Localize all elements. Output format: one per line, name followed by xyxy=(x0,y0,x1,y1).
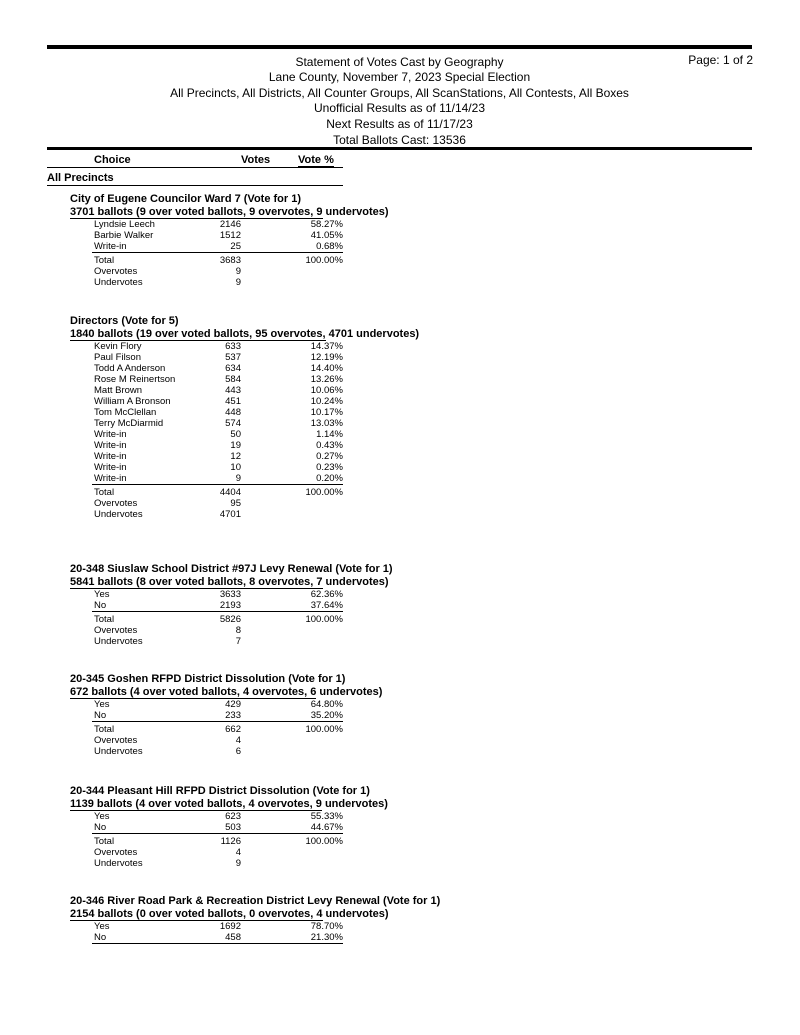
choice-name: Write-in xyxy=(94,440,127,451)
contest-title: City of Eugene Councilor Ward 7 (Vote for 1) xyxy=(70,193,302,205)
contest-summary xyxy=(70,908,770,921)
summary-rest: undervotes) xyxy=(316,686,383,698)
choice-name: Yes xyxy=(94,921,110,932)
totals-label: Total xyxy=(94,724,115,735)
choice-pct: 37.64% xyxy=(310,600,343,611)
choice-name: Yes xyxy=(94,811,110,822)
candidate-row xyxy=(70,811,343,822)
totals-row xyxy=(70,735,343,746)
totals-votes: 3683 xyxy=(219,255,241,266)
page-number: Page: 1 of 2 xyxy=(688,53,753,67)
totals-label: Undervotes xyxy=(94,277,143,288)
header-bottom-rule xyxy=(47,147,752,150)
contest-block xyxy=(70,315,770,520)
choice-pct: 78.70% xyxy=(310,921,343,932)
choice-pct: 44.67% xyxy=(310,822,343,833)
totals-votes: 1126 xyxy=(220,836,241,847)
choice-pct: 62.36% xyxy=(310,589,343,600)
choice-name: No xyxy=(94,600,107,611)
totals-votes: 8 xyxy=(235,625,241,636)
choice-votes: 3633 xyxy=(219,589,241,600)
choice-pct: 14.37% xyxy=(310,341,343,352)
choice-pct: 13.03% xyxy=(310,418,343,429)
totals-row xyxy=(70,614,343,625)
choice-pct: 10.24% xyxy=(310,396,343,407)
summary-rest: 4701 undervotes) xyxy=(325,328,420,340)
summary-underlined: 1840 ballots (19 over voted ballots, 95 overvotes, xyxy=(70,328,326,340)
choice-name: Barbie Walker xyxy=(94,230,154,241)
choice-pct: 1.14% xyxy=(316,429,343,440)
candidate-row xyxy=(70,374,343,385)
summary-underlined: 2154 ballots (0 over voted ballots, 0 overvotes, 4 xyxy=(70,908,323,920)
totals-label: Undervotes xyxy=(94,636,143,647)
report-subtitle: Lane County, November 7, 2023 Special Election xyxy=(268,70,531,84)
choice-pct: 64.80% xyxy=(310,699,343,710)
choice-votes: 1692 xyxy=(219,921,241,932)
choice-name: Terry McDiarmid xyxy=(94,418,164,429)
summary-underlined: 1139 ballots (4 over voted ballots, 4 overvotes, 9 xyxy=(70,798,322,810)
choice-votes: 537 xyxy=(225,352,241,363)
choice-name: No xyxy=(94,822,107,833)
candidate-row xyxy=(70,440,343,451)
totals-votes: 4 xyxy=(235,847,241,858)
choice-pct: 0.23% xyxy=(316,462,343,473)
totals-pct: 100.00% xyxy=(305,255,343,266)
choice-name: William A Bronson xyxy=(94,396,171,407)
choice-name: Todd A Anderson xyxy=(94,363,166,374)
totals-label: Undervotes xyxy=(94,509,143,520)
contest-block xyxy=(70,785,770,869)
candidate-row xyxy=(70,396,343,407)
results-asof: Unofficial Results as of 11/14/23 xyxy=(314,101,485,115)
contest-title: Directors (Vote for 5) xyxy=(70,315,179,327)
choice-votes: 10 xyxy=(230,462,241,473)
choice-votes: 634 xyxy=(225,363,241,374)
choice-name: Kevin Flory xyxy=(94,341,142,352)
summary-rest: undervotes) xyxy=(321,798,388,810)
totals-label: Total xyxy=(94,836,115,847)
candidate-row xyxy=(70,418,343,429)
summary-underlined: 5841 ballots (8 over voted ballots, 8 overvotes, 7 xyxy=(70,576,323,588)
col-pct: Vote % xyxy=(298,154,334,166)
totals-label: Total xyxy=(94,255,115,266)
choice-pct: 41.05% xyxy=(310,230,343,241)
totals-row xyxy=(70,625,343,636)
contest-title: 20-346 River Road Park & Recreation District Levy Renewal (Vote for 1) xyxy=(70,895,441,907)
choice-name: Lyndsie Leech xyxy=(94,219,155,230)
choice-pct: 0.43% xyxy=(316,440,343,451)
contest-summary xyxy=(70,576,770,589)
totals-label: Overvotes xyxy=(94,735,138,746)
choice-votes: 584 xyxy=(225,374,241,385)
summary-rest: undervotes) xyxy=(322,576,389,588)
totals-pct: 100.00% xyxy=(305,836,343,847)
choice-votes: 19 xyxy=(230,440,241,451)
choice-votes: 1512 xyxy=(219,230,241,241)
totals-label: Overvotes xyxy=(94,847,138,858)
col-votes: Votes xyxy=(241,154,271,166)
candidate-row xyxy=(70,385,343,396)
contest-summary xyxy=(70,686,770,699)
contest-title: 20-345 Goshen RFPD District Dissolution (Vote for 1) xyxy=(70,673,346,685)
totals-pct: 100.00% xyxy=(305,724,343,735)
choice-name: Tom McClellan xyxy=(94,407,157,418)
choice-pct: 58.27% xyxy=(310,219,343,230)
totals-row xyxy=(70,498,343,509)
totals-votes: 4404 xyxy=(219,487,241,498)
totals-votes: 9 xyxy=(235,266,241,277)
totals-votes: 662 xyxy=(225,724,241,735)
contest-summary xyxy=(70,798,770,811)
choice-name: Write-in xyxy=(94,462,127,473)
choice-votes: 448 xyxy=(225,407,241,418)
choice-name: Write-in xyxy=(94,241,127,252)
totals-label: Overvotes xyxy=(94,625,138,636)
choice-votes: 12 xyxy=(230,451,241,462)
candidate-row xyxy=(70,589,343,600)
totals-row xyxy=(70,487,343,498)
summary-rest: undervotes) xyxy=(322,206,389,218)
choice-votes: 25 xyxy=(230,241,241,252)
choice-pct: 10.06% xyxy=(310,385,343,396)
totals-votes: 4701 xyxy=(219,509,241,520)
totals-row xyxy=(70,255,343,266)
choice-pct: 21.30% xyxy=(310,932,343,943)
candidate-row xyxy=(70,407,343,418)
candidate-row xyxy=(92,600,343,612)
section-heading: All Precincts xyxy=(47,172,343,186)
choice-votes: 50 xyxy=(230,429,241,440)
choice-name: No xyxy=(94,710,107,721)
totals-row xyxy=(70,509,343,520)
choice-pct: 14.40% xyxy=(310,363,343,374)
candidate-row xyxy=(70,230,343,241)
choice-pct: 0.68% xyxy=(316,241,343,252)
choice-pct: 12.19% xyxy=(310,352,343,363)
contest-summary xyxy=(70,328,770,341)
candidate-row xyxy=(70,921,343,932)
totals-row xyxy=(70,847,343,858)
choice-votes: 2146 xyxy=(219,219,241,230)
choice-votes: 623 xyxy=(225,811,241,822)
choice-name: Yes xyxy=(94,589,110,600)
choice-name: Matt Brown xyxy=(94,385,143,396)
contest-title: 20-344 Pleasant Hill RFPD District Dissolution (Vote for 1) xyxy=(70,785,370,797)
candidate-row xyxy=(70,341,343,352)
totals-row xyxy=(70,858,343,869)
contest-block xyxy=(70,193,770,288)
totals-label: Undervotes xyxy=(94,858,143,869)
totals-row xyxy=(70,636,343,647)
candidate-row xyxy=(70,462,343,473)
totals-votes: 9 xyxy=(235,858,241,869)
choice-pct: 0.27% xyxy=(316,451,343,462)
candidate-row xyxy=(92,932,343,944)
choice-votes: 429 xyxy=(225,699,241,710)
candidate-row xyxy=(70,429,343,440)
totals-row xyxy=(70,266,343,277)
contest-block xyxy=(70,895,770,944)
contest-summary xyxy=(70,206,770,219)
summary-rest: undervotes) xyxy=(322,908,389,920)
candidate-row xyxy=(70,219,343,230)
choice-pct: 10.17% xyxy=(310,407,343,418)
totals-label: Overvotes xyxy=(94,498,138,509)
contest-block xyxy=(70,673,770,757)
choice-votes: 574 xyxy=(225,418,241,429)
candidate-row xyxy=(92,710,343,722)
totals-votes: 7 xyxy=(235,636,241,647)
choice-votes: 2193 xyxy=(219,600,241,611)
report-filters: All Precincts, All Districts, All Counter Groups, All ScanStations, All Contests, All Boxes xyxy=(170,86,629,100)
candidate-row xyxy=(92,473,343,485)
contest-block xyxy=(70,563,770,647)
choice-name: Write-in xyxy=(94,451,127,462)
totals-row xyxy=(70,277,343,288)
report-title: Statement of Votes Cast by Geography xyxy=(295,55,504,69)
totals-label: Overvotes xyxy=(94,266,138,277)
candidate-row xyxy=(70,699,343,710)
choice-votes: 503 xyxy=(225,822,241,833)
totals-row xyxy=(70,724,343,735)
col-choice: Choice xyxy=(94,154,131,166)
total-ballots: Total Ballots Cast: 13536 xyxy=(333,133,466,147)
summary-underlined: 672 ballots (4 over voted ballots, 4 overvotes, 6 xyxy=(70,686,317,698)
choice-name: Write-in xyxy=(94,429,127,440)
choice-pct: 0.20% xyxy=(316,473,343,484)
totals-votes: 6 xyxy=(235,746,241,757)
totals-votes: 9 xyxy=(235,277,241,288)
candidate-row xyxy=(92,241,343,253)
totals-row xyxy=(70,746,343,757)
candidate-row xyxy=(70,363,343,374)
totals-row xyxy=(70,836,343,847)
totals-label: Total xyxy=(94,614,115,625)
candidate-row xyxy=(92,822,343,834)
choice-votes: 443 xyxy=(225,385,241,396)
choice-votes: 233 xyxy=(225,710,241,721)
choice-pct: 13.26% xyxy=(310,374,343,385)
candidate-row xyxy=(70,451,343,462)
choice-votes: 451 xyxy=(225,396,241,407)
totals-votes: 5826 xyxy=(219,614,241,625)
choice-pct: 55.33% xyxy=(310,811,343,822)
summary-underlined: 3701 ballots (9 over voted ballots, 9 overvotes, 9 xyxy=(70,206,323,218)
choice-votes: 9 xyxy=(235,473,241,484)
totals-label: Undervotes xyxy=(94,746,143,757)
choice-name: Rose M Reinertson xyxy=(94,374,176,385)
totals-pct: 100.00% xyxy=(305,614,343,625)
totals-pct: 100.00% xyxy=(305,487,343,498)
candidate-row xyxy=(70,352,343,363)
top-rule xyxy=(47,45,752,49)
contest-title: 20-348 Siuslaw School District #97J Levy Renewal (Vote for 1) xyxy=(70,563,393,575)
column-rule xyxy=(47,167,343,168)
totals-label: Total xyxy=(94,487,115,498)
totals-votes: 95 xyxy=(230,498,241,509)
choice-name: Yes xyxy=(94,699,110,710)
totals-votes: 4 xyxy=(235,735,241,746)
choice-votes: 633 xyxy=(225,341,241,352)
choice-name: No xyxy=(94,932,107,943)
choice-name: Paul Filson xyxy=(94,352,141,363)
choice-pct: 35.20% xyxy=(310,710,343,721)
choice-votes: 458 xyxy=(225,932,241,943)
next-results: Next Results as of 11/17/23 xyxy=(326,117,473,131)
choice-name: Write-in xyxy=(94,473,127,484)
